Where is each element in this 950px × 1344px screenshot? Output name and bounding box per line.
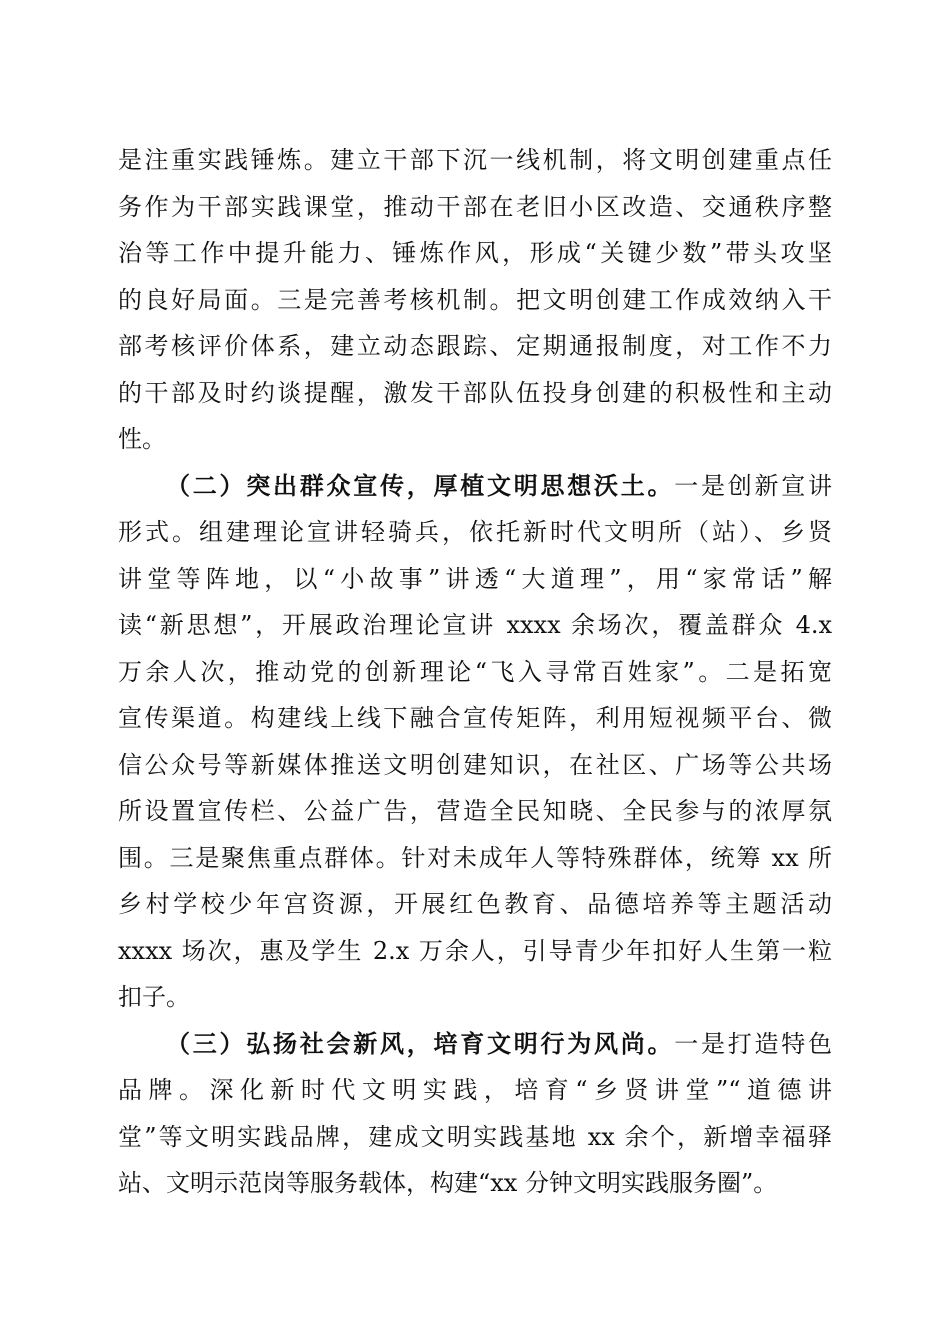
text-line: 所设置宣传栏、公益广告，营造全民知晓、全民参与的浓厚氛	[118, 797, 832, 825]
text-line: 围。三是聚焦重点群体。针对未成年人等特殊群体，统筹 xx 所	[118, 844, 832, 872]
text-line: 形式。组建理论宣讲轻骑兵，依托新时代文明所（站）、乡贤	[118, 518, 832, 546]
text-line: 治等工作中提升能力、锤炼作风，形成“关键少数”带头攻坚	[118, 239, 832, 267]
heading-line-rest: 一是创新宣讲	[674, 472, 832, 500]
text-line: 讲堂等阵地，以“小故事”讲透“大道理”，用“家常话”解	[118, 565, 832, 593]
text-line: 的干部及时约谈提醒，激发干部队伍投身创建的积极性和主动	[118, 379, 832, 407]
section-heading-line	[166, 1024, 832, 1064]
text-line: 万余人次，推动党的创新理论“飞入寻常百姓家”。二是拓宽	[118, 658, 832, 686]
text-line: 扣子。	[118, 983, 190, 1011]
text-line: 务作为干部实践课堂，推动干部在老旧小区改造、交通秩序整	[118, 193, 832, 221]
text-line: xxxx 场次，惠及学生 2.x 万余人，引导青少年扣好人生第一粒	[118, 937, 832, 965]
heading-line-rest: 一是打造特色	[674, 1030, 832, 1058]
text-line: 宣传渠道。构建线上线下融合宣传矩阵，利用短视频平台、微	[118, 704, 832, 732]
text-line: 的良好局面。三是完善考核机制。把文明创建工作成效纳入干	[118, 286, 832, 314]
text-line: 读“新思想”，开展政治理论宣讲 xxxx 余场次，覆盖群众 4.x	[118, 611, 832, 639]
text-line: 信公众号等新媒体推送文明创建知识，在社区、广场等公共场	[118, 751, 832, 779]
text-line: 性。	[118, 425, 166, 453]
section-heading: （二）突出群众宣传，厚植文明思想沃土。	[166, 471, 675, 500]
text-line: 站、文明示范岗等服务载体，构建“xx 分钟文明实践服务圈”。	[118, 1169, 778, 1197]
section-heading: （三）弘扬社会新风，培育文明行为风尚。	[166, 1029, 675, 1058]
text-line: 堂”等文明实践品牌，建成文明实践基地 xx 余个，新增幸福驿	[118, 1123, 832, 1151]
text-line: 品牌。深化新时代文明实践，培育“乡贤讲堂”“道德讲	[118, 1076, 832, 1104]
text-line: 是注重实践锤炼。建立干部下沉一线机制，将文明创建重点任	[118, 146, 832, 174]
text-line: 部考核评价体系，建立动态跟踪、定期通报制度，对工作不力	[118, 332, 832, 360]
section-heading-line	[166, 466, 832, 506]
text-line: 乡村学校少年宫资源，开展红色教育、品德培养等主题活动	[118, 890, 832, 918]
